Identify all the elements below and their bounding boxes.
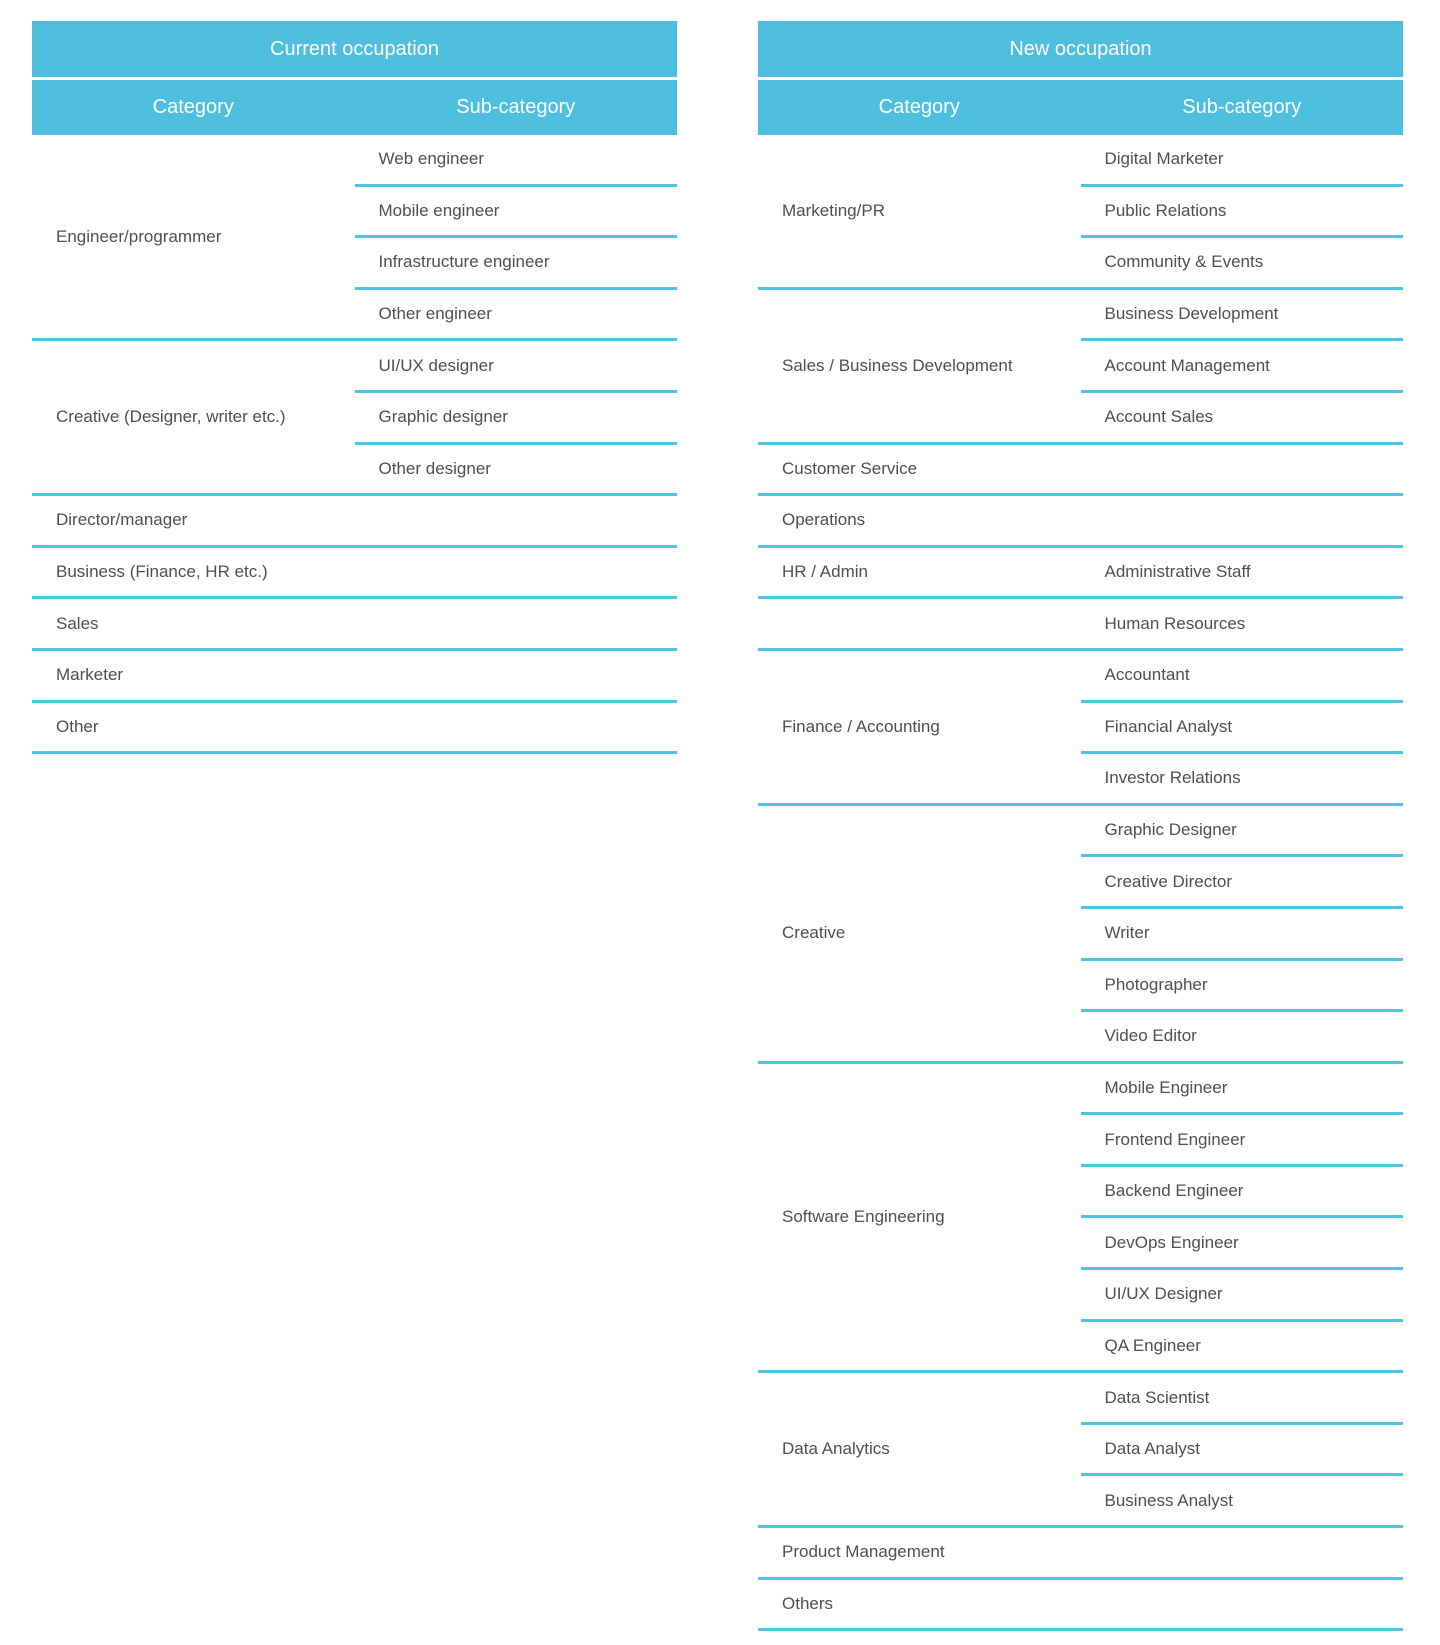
subcategory-cell: Mobile engineer	[355, 187, 678, 239]
category-cell: Other	[56, 716, 99, 736]
category-group-row	[758, 135, 1403, 290]
subcategory-cell: Video Editor	[1104, 1026, 1197, 1046]
category-cell	[758, 599, 1081, 648]
current-occupation-column-headers	[32, 80, 677, 135]
category-cell: Director/manager	[56, 510, 188, 530]
category-group-row	[32, 496, 677, 548]
subcategory-cell: Account Management	[1081, 341, 1404, 393]
subcategory-cell: Investor Relations	[1104, 768, 1241, 788]
subcategory-column	[355, 341, 678, 493]
category-group-row	[32, 341, 677, 496]
category-group-row	[32, 135, 677, 341]
subcategory-column	[1081, 548, 1404, 597]
subcategory-cell: Other designer	[378, 458, 491, 478]
category-group-row	[32, 651, 677, 703]
subcategory-column	[1081, 1528, 1404, 1577]
category-cell: Creative (Designer, writer etc.)	[56, 407, 286, 427]
subcategory-column-header: Sub-category	[456, 96, 576, 118]
category-cell: Software Engineering	[782, 1206, 945, 1226]
subcategory-cell: Community & Events	[1104, 252, 1264, 272]
subcategory-cell: DevOps Engineer	[1081, 1218, 1404, 1270]
category-group-row	[758, 1580, 1403, 1632]
new-occupation-column-headers	[758, 80, 1403, 135]
subcategory-column	[1081, 806, 1404, 1061]
subcategory-cell: Infrastructure engineer	[355, 238, 678, 290]
category-cell: Marketing/PR	[782, 200, 885, 220]
category-group-row	[758, 806, 1403, 1064]
current-occupation-title: Current occupation	[32, 21, 677, 80]
category-column-header: Category	[152, 96, 234, 118]
new-occupation-table	[758, 21, 1403, 1631]
subcategory-column	[1081, 1064, 1404, 1371]
subcategory-cell: Writer	[1081, 909, 1404, 961]
subcategory-column	[1081, 651, 1404, 803]
subcategory-cell: Backend Engineer	[1081, 1167, 1404, 1219]
category-cell: Others	[782, 1593, 834, 1613]
category-group-row	[758, 290, 1403, 445]
category-cell: Operations	[782, 510, 866, 530]
subcategory-cell: Web engineer	[355, 135, 678, 187]
current-occupation-table	[32, 21, 677, 754]
subcategory-cell: UI/UX designer	[355, 341, 678, 393]
subcategory-column	[1081, 599, 1404, 648]
subcategory-cell: QA Engineer	[1104, 1335, 1201, 1355]
subcategory-cell: Graphic Designer	[1081, 806, 1404, 858]
category-group-row	[758, 1528, 1403, 1580]
subcategory-cell: Mobile Engineer	[1081, 1064, 1404, 1116]
category-cell: Sales / Business Development	[782, 355, 1013, 375]
category-column-header: Category	[878, 96, 960, 118]
subcategory-cell: Human Resources	[1104, 613, 1246, 633]
subcategory-column	[1081, 445, 1404, 494]
category-group-row	[758, 599, 1403, 651]
category-group-row	[32, 703, 677, 755]
category-cell: Data Analytics	[782, 1439, 890, 1459]
category-cell: Creative	[782, 923, 846, 943]
subcategory-cell: Data Analyst	[1081, 1425, 1404, 1477]
category-group-row	[758, 496, 1403, 548]
new-occupation-body	[758, 135, 1403, 1631]
category-group-row	[32, 548, 677, 600]
subcategory-column	[1081, 496, 1404, 545]
subcategory-cell: UI/UX Designer	[1081, 1270, 1404, 1322]
category-cell: Marketer	[56, 665, 124, 685]
subcategory-cell: Accountant	[1081, 651, 1404, 703]
category-cell: Customer Service	[782, 458, 918, 478]
subcategory-cell: Graphic designer	[355, 393, 678, 445]
current-occupation-body	[32, 135, 677, 754]
subcategory-cell: Business Analyst	[1104, 1490, 1234, 1510]
subcategory-cell: Data Scientist	[1081, 1373, 1404, 1425]
subcategory-cell: Account Sales	[1104, 407, 1214, 427]
subcategory-column	[1081, 1580, 1404, 1629]
subcategory-column	[355, 496, 678, 545]
subcategory-column	[1081, 1373, 1404, 1525]
subcategory-column	[355, 548, 678, 597]
subcategory-cell: Frontend Engineer	[1081, 1115, 1404, 1167]
category-group-row	[758, 445, 1403, 497]
category-group-row	[758, 548, 1403, 600]
category-cell: Product Management	[782, 1542, 945, 1562]
subcategory-column	[355, 703, 678, 752]
subcategory-cell: Photographer	[1081, 961, 1404, 1013]
subcategory-column	[1081, 290, 1404, 442]
category-group-row	[758, 651, 1403, 806]
category-group-row	[758, 1064, 1403, 1374]
subcategory-column	[1081, 135, 1404, 287]
category-cell: Sales	[56, 613, 99, 633]
category-group-row	[758, 1373, 1403, 1528]
subcategory-cell: Creative Director	[1081, 857, 1404, 909]
subcategory-cell: Digital Marketer	[1081, 135, 1404, 187]
subcategory-cell: Administrative Staff	[1104, 562, 1251, 582]
subcategory-cell: Financial Analyst	[1081, 703, 1404, 755]
category-group-row	[32, 599, 677, 651]
subcategory-cell: Public Relations	[1081, 187, 1404, 239]
subcategory-cell: Business Development	[1081, 290, 1404, 342]
subcategory-column	[355, 135, 678, 338]
subcategory-column-header: Sub-category	[1182, 96, 1302, 118]
category-cell: Business (Finance, HR etc.)	[56, 562, 268, 582]
category-cell: HR / Admin	[782, 562, 868, 582]
subcategory-column	[355, 651, 678, 700]
new-occupation-title: New occupation	[758, 21, 1403, 80]
category-cell: Engineer/programmer	[56, 226, 222, 246]
subcategory-column	[355, 599, 678, 648]
subcategory-cell: Other engineer	[378, 304, 492, 324]
category-cell: Finance / Accounting	[782, 716, 940, 736]
